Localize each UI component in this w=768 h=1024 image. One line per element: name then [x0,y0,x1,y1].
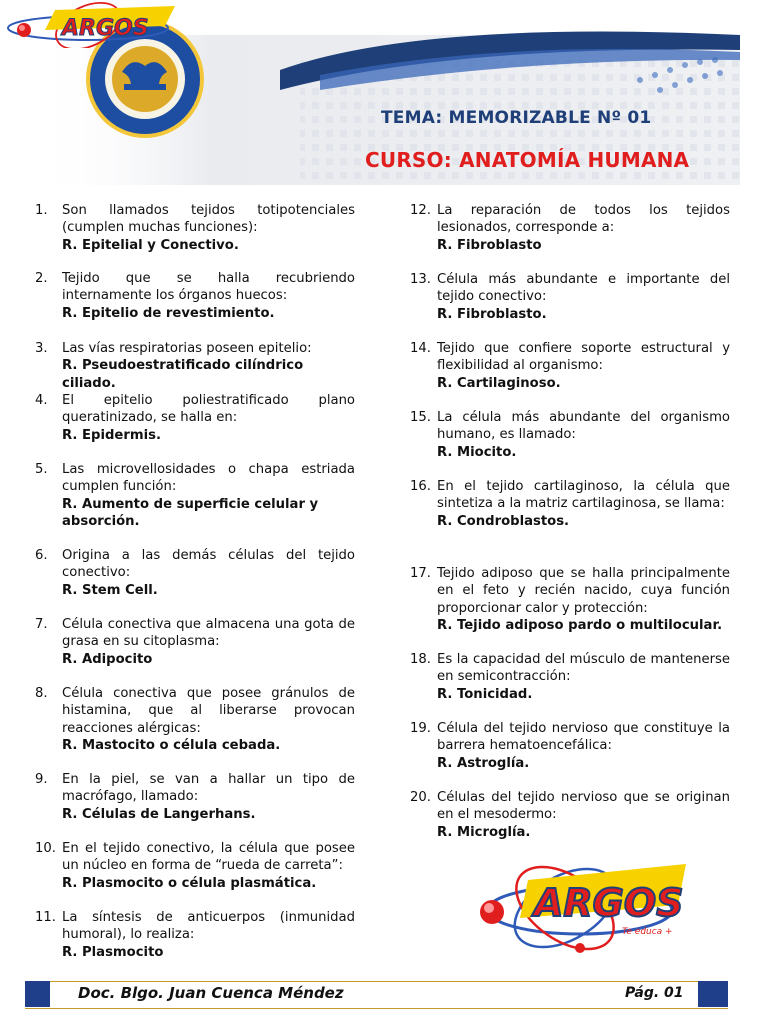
question-text: En la piel, se van a hallar un tipo de macrófago, llamado: [62,772,355,805]
item-number: 17. [410,566,431,581]
list-item [35,270,355,322]
answer-text: R. Adipocito [62,651,153,667]
list-item [410,340,730,392]
list-item [35,392,355,444]
item-number: 15. [410,410,431,425]
argos-logo-bottom [470,850,690,965]
question-text: Tejido que se halla recubriendo internamente los órganos huecos: [62,271,355,304]
list-item [35,909,355,961]
list-item [35,771,355,823]
question-text: En el tejido cartilaginoso, la célula que sintetiza a la matriz cartilaginosa, se llama: [437,479,730,512]
answer-text: R. Tejido adiposo pardo o multilocular. [437,618,723,634]
answer-text: R. Fibroblasto. [437,306,547,322]
answer-text: R. Plasmocito [62,944,164,960]
item-number: 9. [35,772,48,787]
page-number: Pág. 01 [625,985,684,1001]
answer-text: R. Stem Cell. [62,582,158,598]
answer-text: R. Células de Langerhans. [62,806,256,822]
list-item [35,547,355,599]
question-text: Origina a las demás células del tejido conectivo: [62,548,355,581]
list-item [35,340,355,392]
question-text: Las vías respiratorias poseen epitelio: [62,341,312,356]
list-item [410,789,730,841]
item-number: 12. [410,203,431,218]
list-item [35,685,355,755]
footer-left-cap [25,981,50,1007]
answer-text: R. Epitelio de revestimiento. [62,305,275,321]
answer-text: R. Epidermis. [62,427,161,443]
question-text: La reparación de todos los tejidos lesionados, corresponde a: [437,203,730,236]
item-number: 7. [35,617,48,632]
question-text: Célula conectiva que almacena una gota de grasa en su citoplasma: [62,617,355,650]
page-footer [25,981,728,1007]
item-number: 14. [410,341,431,356]
answer-text: R. Pseudoestratificado cilíndrico ciliado. [62,358,304,391]
answer-text: R. Tonicidad. [437,686,533,702]
question-text: La célula más abundante del organismo humano, es llamado: [437,410,730,443]
question-text: El epitelio poliestratificado plano queratinizado, se halla en: [62,393,355,426]
svg-text:ARGOS: ARGOS [534,881,684,925]
topic-title: TEMA: MEMORIZABLE Nº 01 [381,108,652,128]
item-number: 10. [35,841,56,856]
item-number: 19. [410,721,431,736]
answer-text: R. Astroglía. [437,755,530,771]
item-number: 4. [35,393,48,408]
question-text: En el tejido conectivo, la célula que posee un núcleo en forma de “rueda de carreta”: [62,841,355,874]
question-text: Célula conectiva que posee gránulos de histamina, que al liberarse provocan reacciones alérgicas: [62,686,355,736]
list-item [35,840,355,892]
list-item [410,478,730,530]
item-number: 16. [410,479,431,494]
svg-text:Te educa +: Te educa + [622,927,673,937]
item-number: 3. [35,341,48,356]
list-item [35,616,355,668]
list-item [410,271,730,323]
argos-logo-top [0,0,176,48]
question-text: Las microvellosidades o chapa estriada cumplen función: [62,462,355,495]
answer-text: R. Plasmocito o célula plasmática. [62,875,317,891]
author-name: Doc. Blgo. Juan Cuenca Méndez [78,984,344,1002]
item-number: 18. [410,652,431,667]
list-item [410,651,730,703]
question-text: Células del tejido nervioso que se originan en el mesodermo: [437,790,730,823]
item-number: 8. [35,686,48,701]
answer-text: R. Cartilaginoso. [437,375,561,391]
list-item [410,202,730,254]
question-text: La síntesis de anticuerpos (inmunidad humoral), lo realiza: [62,910,355,943]
item-number: 6. [35,548,48,563]
question-text: Son llamados tejidos totipotenciales (cumplen muchas funciones): [62,203,355,236]
item-number: 5. [35,462,48,477]
question-text: Tejido adiposo que se halla principalmente en el feto y recién nacido, cuya función proporcionar calor y protección: [437,566,730,616]
list-item [410,720,730,772]
question-text: Célula del tejido nervioso que constituye la barrera hematoencefálica: [437,721,730,754]
item-number: 1. [35,203,48,218]
answer-text: R. Microglía. [437,824,531,840]
course-title: CURSO: ANATOMÍA HUMANA [365,148,690,172]
answer-text: R. Mastocito o célula cebada. [62,738,281,754]
item-number: 2. [35,271,48,286]
list-item [35,202,355,254]
footer-right-cap [698,981,728,1007]
item-number: 13. [410,272,431,287]
answer-text: R. Miocito. [437,444,517,460]
item-number: 11. [35,910,56,925]
list-item [410,409,730,461]
svg-text:ARGOS: ARGOS [62,16,149,41]
item-number: 20. [410,790,431,805]
question-text: Célula más abundante e importante del tejido conectivo: [437,272,730,305]
answer-text: R. Condroblastos. [437,513,570,529]
question-text: Tejido que confiere soporte estructural y flexibilidad al organismo: [437,341,730,374]
list-item [410,565,730,635]
page-header [0,0,768,190]
list-item [35,461,355,531]
answer-text: R. Epitelial y Conectivo. [62,237,239,253]
answer-text: R. Fibroblasto [437,237,542,253]
question-text: Es la capacidad del músculo de mantenerse en semicontracción: [437,652,730,685]
answer-text: R. Aumento de superficie celular y absorción. [62,496,319,530]
